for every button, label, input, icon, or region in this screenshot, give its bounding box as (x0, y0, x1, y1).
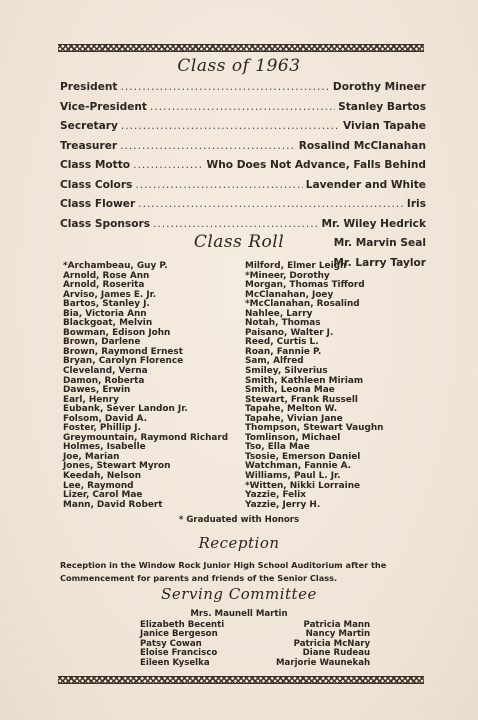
honors-note: * Graduated with Honors (178, 515, 300, 525)
reception-text: Reception in the Window Rock Junior High School Auditorium after the Commencement for parents and friends of the Senior Class. (60, 560, 387, 583)
officer-label: Class Flower (60, 198, 136, 210)
roll-entry: Folsom, David A. (63, 413, 147, 424)
officer-label: Secretary (60, 120, 118, 132)
committee-member: Elizabeth Becenti (140, 620, 225, 630)
roll-entry: Jones, Stewart Myron (63, 461, 171, 472)
officer-label: Class Colors (60, 178, 133, 191)
roll-entry: Sam, Alfred (245, 356, 304, 367)
roll-entry: Watchman, Fannie A. (245, 461, 352, 472)
committee-member: Marjorie Waunekah (276, 657, 371, 668)
roll-entry: Bryan, Carolyn Florence (63, 356, 184, 367)
roll-entry: Earl, Henry (63, 394, 119, 405)
roll-entry: Arviso, James E. Jr. (63, 289, 157, 300)
roll-entry: Holmes, Isabelle (63, 442, 146, 453)
roll-entry: Bartos, Stanley J. (63, 299, 150, 310)
leader-dots (138, 198, 404, 210)
roll-entry: Arnold, Roserita (63, 280, 145, 291)
roll-entry: Foster, Phillip J. (63, 423, 141, 434)
roll-title: Class Roll (193, 232, 285, 252)
additional-sponsor: Mr. Marvin Seal (333, 237, 426, 249)
leader-dots (121, 120, 340, 132)
leader-dots (153, 218, 318, 230)
roll-entry: Smith, Leona Mae (245, 385, 335, 396)
committee-left-column (140, 621, 224, 668)
roll-entry: Stewart, Frank Russell (245, 394, 358, 405)
officer-label: President (60, 81, 118, 93)
roll-right-column (245, 262, 383, 510)
officer-value: Dorothy Mineer (332, 81, 426, 93)
additional-sponsor: Mr. Larry Taylor (333, 256, 426, 269)
officer-value: Lavender and White (305, 178, 426, 191)
roll-entry: Blackgoat, Melvin (63, 318, 153, 329)
roll-entry: Roan, Fannie P. (245, 346, 322, 357)
roll-entry: Smith, Kathleen Miriam (245, 375, 364, 386)
roll-entry: Yazzie, Jerry H. (245, 499, 321, 510)
roll-entry: Cleveland, Verna (63, 366, 148, 377)
officer-row (60, 159, 426, 179)
officer-value: Who Does Not Advance, Falls Behind (206, 159, 426, 171)
roll-entry: Yazzie, Felix (245, 490, 306, 501)
roll-entry: Keedah, Nelson (63, 471, 142, 482)
officer-value: Rosalind McClanahan (298, 139, 426, 152)
roll-entry: Williams, Paul L. Jr. (245, 471, 341, 482)
officer-row (60, 101, 426, 121)
roll-entry: Greymountain, Raymond Richard (63, 432, 229, 443)
roll-entry: Brown, Raymond Ernest (63, 346, 183, 357)
leader-dots (150, 101, 335, 113)
roll-entry: Dawes, Erwin (63, 385, 131, 396)
roll-entry: *Archambeau, Guy P. (63, 261, 168, 271)
officer-row (60, 179, 426, 199)
roll-entry: Joe, Marian (63, 451, 120, 462)
officer-label: Vice-President (60, 100, 147, 113)
roll-entry: Eubank, Sever Landon Jr. (63, 404, 188, 415)
roll-entry: Morgan, Thomas Tifford (245, 280, 365, 291)
officer-value: Mr. Wiley Hedrick (321, 217, 426, 230)
roll-entry: Bowman, Edison John (63, 327, 171, 338)
officer-row (60, 140, 426, 160)
roll-entry: Nahlee, Larry (245, 308, 313, 319)
roll-entry: Reed, Curtis L. (245, 337, 319, 348)
roll-entry: Mann, David Robert (63, 499, 163, 510)
officer-label: Class Sponsors (60, 217, 151, 230)
roll-entry: Bia, Victoria Ann (63, 308, 147, 319)
roll-entry: Tapahe, Melton W. (245, 404, 338, 415)
roll-entry: Smiley, Silverius (245, 366, 328, 377)
roll-entry: *McClanahan, Rosalind (245, 299, 360, 310)
officer-label: Treasurer (60, 139, 118, 152)
committee-member: Patricia McNary (293, 638, 371, 649)
roll-left-column (63, 262, 228, 510)
roll-entry: Arnold, Rose Ann (63, 270, 150, 281)
committee-member: Eloise Francisco (140, 648, 218, 659)
roll-entry: Damon, Roberta (63, 375, 145, 386)
officer-value: Vivian Tapahe (342, 120, 426, 132)
committee-member: Janice Bergeson (140, 629, 218, 640)
roll-entry: Brown, Darlene (63, 337, 141, 348)
leader-dots (120, 140, 296, 152)
committee-title: Serving Committee (161, 585, 317, 603)
officer-label: Class Motto (60, 159, 131, 171)
roll-entry: Notah, Thomas (245, 318, 321, 329)
officer-row (60, 198, 426, 218)
roll-entry: Tsosie, Emerson Daniel (245, 451, 361, 462)
roll-entry: *Witten, Nikki Lorraine (245, 480, 361, 491)
leader-dots (133, 159, 203, 171)
roll-entry: Thompson, Stewart Vaughn (245, 423, 384, 434)
roll-entry: *Mineer, Dorothy (245, 270, 330, 281)
roll-entry: Lizer, Carol Mae (63, 490, 143, 501)
roll-entry: Tso, Ella Mae (245, 442, 310, 453)
roll-entry: Milford, Elmer Leigh (245, 261, 347, 271)
roll-entry: Paisano, Walter J. (245, 327, 334, 338)
top-ornamental-border (58, 44, 424, 52)
officer-row (60, 120, 426, 140)
roll-entry: Tomlinson, Michael (245, 432, 341, 443)
officer-row (60, 81, 426, 101)
officer-value: Iris (406, 198, 426, 210)
committee-chair: Mrs. Maunell Martin (190, 609, 288, 619)
roll-entry: McClanahan, Joey (245, 289, 334, 300)
committee-member: Patricia Mann (303, 620, 371, 630)
leader-dots (135, 179, 302, 191)
committee-member: Eileen Kyselka (140, 657, 210, 668)
roll-entry: Lee, Raymond (63, 480, 134, 491)
leader-dots (121, 81, 330, 93)
committee-member: Diane Rudeau (302, 648, 371, 659)
bottom-ornamental-border (58, 676, 424, 684)
class-title: Class of 1963 (177, 56, 301, 76)
committee-member: Nancy Martin (305, 629, 371, 640)
roll-entry: Tapahe, Vivian Jane (245, 413, 343, 424)
committee-right-column (276, 621, 370, 668)
officer-value: Stanley Bartos (338, 100, 426, 113)
committee-member: Patsy Cowan (140, 638, 202, 649)
reception-title: Reception (198, 534, 280, 552)
